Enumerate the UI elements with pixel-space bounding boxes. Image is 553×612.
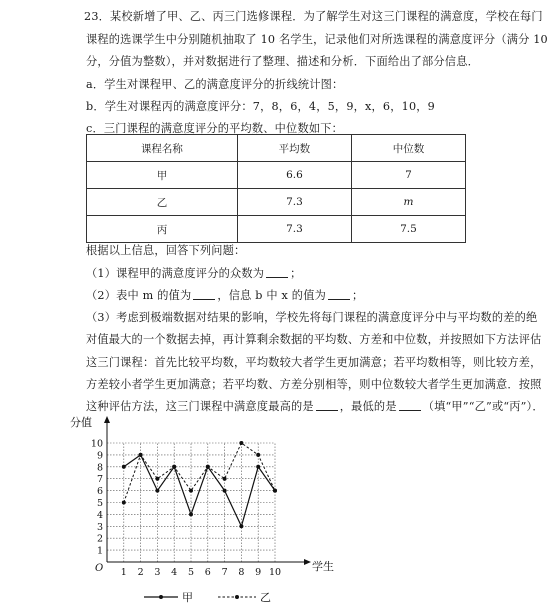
problem-line-1: 23．某校新增了甲、乙、丙三门选修课程．为了解学生对这三门课程的满意度，学校在每门 xyxy=(84,10,543,23)
question-1 xyxy=(86,267,302,281)
answer-blank[interactable] xyxy=(328,289,350,300)
table-header-cell: 平均数 xyxy=(237,135,351,162)
question-1-end: ； xyxy=(290,267,302,280)
table-header-row xyxy=(87,135,466,162)
questions-intro: 根据以上信息，回答下列问题： xyxy=(86,244,246,257)
info-b: b．学生对课程丙的满意度评分：7，8，6，4，5，9，x，6，10，9 xyxy=(86,100,435,113)
answer-blank[interactable] xyxy=(316,400,338,411)
question-3-text: 这种评估方法，这三门课程中满意度最高的是 xyxy=(86,400,314,413)
table-cell: 乙 xyxy=(87,189,238,216)
y-tick-label: 3 xyxy=(96,521,103,533)
data-point xyxy=(223,477,227,481)
origin-label: O xyxy=(95,563,104,574)
legend-marker xyxy=(235,595,239,599)
problem-line-3: 分，分值为整数），并对数据进行了整理、描述和分析．下面给出了部分信息． xyxy=(86,55,479,68)
table-cell: m xyxy=(351,189,465,216)
table-cell: 丙 xyxy=(87,216,238,243)
data-point xyxy=(239,441,243,445)
y-tick-label: 2 xyxy=(96,533,103,545)
y-axis-label: 分值 xyxy=(70,416,92,429)
question-3-line-2: 对值最大的一个数据去掉，再计算剩余数据的平均数、方差和中位数，并按照如下方法评估 xyxy=(86,333,542,346)
data-point xyxy=(273,489,277,493)
table-cell: 7.5 xyxy=(351,216,465,243)
data-point xyxy=(189,489,193,493)
data-point xyxy=(256,453,260,457)
y-tick-label: 1 xyxy=(96,545,103,557)
question-3-mid: ，最低的是 xyxy=(339,400,397,413)
table-cell: 6.6 xyxy=(237,162,351,189)
legend-label: 甲 xyxy=(182,591,193,604)
x-tick-label: 10 xyxy=(268,567,282,578)
question-3-line-4: 方差较小者学生更加满意；若平均数、方差分别相等，则中位数较大者学生更加满意．按照 xyxy=(86,378,542,391)
x-tick-label: 1 xyxy=(120,567,127,578)
y-tick-label: 10 xyxy=(90,438,103,450)
table-cell: 7 xyxy=(351,162,465,189)
data-point xyxy=(206,465,210,469)
data-point xyxy=(122,465,126,469)
answer-blank[interactable] xyxy=(399,400,421,411)
answer-blank[interactable] xyxy=(193,289,215,300)
data-point xyxy=(256,465,260,469)
question-3-line-5 xyxy=(86,400,544,414)
legend-label: 乙 xyxy=(260,591,271,604)
table-cell: 甲 xyxy=(87,162,238,189)
question-1-text: （1）课程甲的满意度评分的众数为 xyxy=(86,267,265,280)
question-2 xyxy=(86,289,363,303)
question-2-end: ； xyxy=(351,289,364,302)
data-point xyxy=(155,477,159,481)
table-row xyxy=(87,162,466,189)
x-tick-label: 5 xyxy=(187,567,195,578)
problem-line-2: 课程的选课学生中分别随机抽取了 10 名学生，记录他们对所选课程的满意度评分（满分 10 xyxy=(86,33,548,46)
info-c: c．三门课程的满意度评分的平均数、中位数如下： xyxy=(86,122,343,135)
x-tick-label: 9 xyxy=(255,567,262,578)
data-point xyxy=(239,524,243,528)
y-tick-label: 4 xyxy=(96,509,103,521)
data-point xyxy=(223,489,227,493)
scores-table xyxy=(86,134,466,243)
data-point xyxy=(155,489,159,493)
data-point xyxy=(172,465,176,469)
data-point xyxy=(139,453,143,457)
answer-blank[interactable] xyxy=(266,267,288,278)
table-header-cell: 中位数 xyxy=(351,135,465,162)
x-axis-label: 学生 xyxy=(312,560,334,573)
y-tick-label: 8 xyxy=(96,462,103,474)
table-cell: 7.3 xyxy=(237,216,351,243)
table-cell: 7.3 xyxy=(237,189,351,216)
table-row xyxy=(87,216,466,243)
y-tick-label: 9 xyxy=(96,450,103,462)
legend-marker xyxy=(159,595,163,599)
x-tick-label: 2 xyxy=(137,567,144,578)
x-tick-label: 6 xyxy=(204,567,211,578)
x-axis-arrow xyxy=(304,559,311,565)
x-tick-label: 3 xyxy=(154,567,161,578)
y-tick-label: 5 xyxy=(96,498,103,509)
x-tick-label: 8 xyxy=(238,567,245,578)
y-tick-label: 6 xyxy=(96,486,103,498)
question-3-end: （填“甲”“乙”或“丙”）． xyxy=(422,400,544,413)
y-tick-label: 7 xyxy=(96,474,103,486)
data-point xyxy=(189,512,193,516)
data-point xyxy=(122,501,126,505)
line-chart xyxy=(66,414,366,609)
info-a: a．学生对课程甲、乙的满意度评分的折线统计图： xyxy=(86,78,344,91)
x-tick-label: 7 xyxy=(221,567,228,578)
x-tick-label: 4 xyxy=(171,567,178,578)
table-header-cell: 课程名称 xyxy=(87,135,238,162)
question-3-line-1: （3）考虑到极端数据对结果的影响，学校先将每门课程的满意度评分中与平均数的差的绝 xyxy=(86,311,538,324)
y-axis-arrow xyxy=(104,416,110,423)
table-row xyxy=(87,189,466,216)
series-line xyxy=(124,443,275,503)
question-2-mid: ，信息 b 中 x 的值为 xyxy=(217,289,326,302)
question-3-line-3: 这三门课程：首先比较平均数，平均数较大者学生更加满意；若平均数相等，则比较方差， xyxy=(86,356,542,369)
question-2-text: （2）表中 m 的值为 xyxy=(86,289,192,302)
